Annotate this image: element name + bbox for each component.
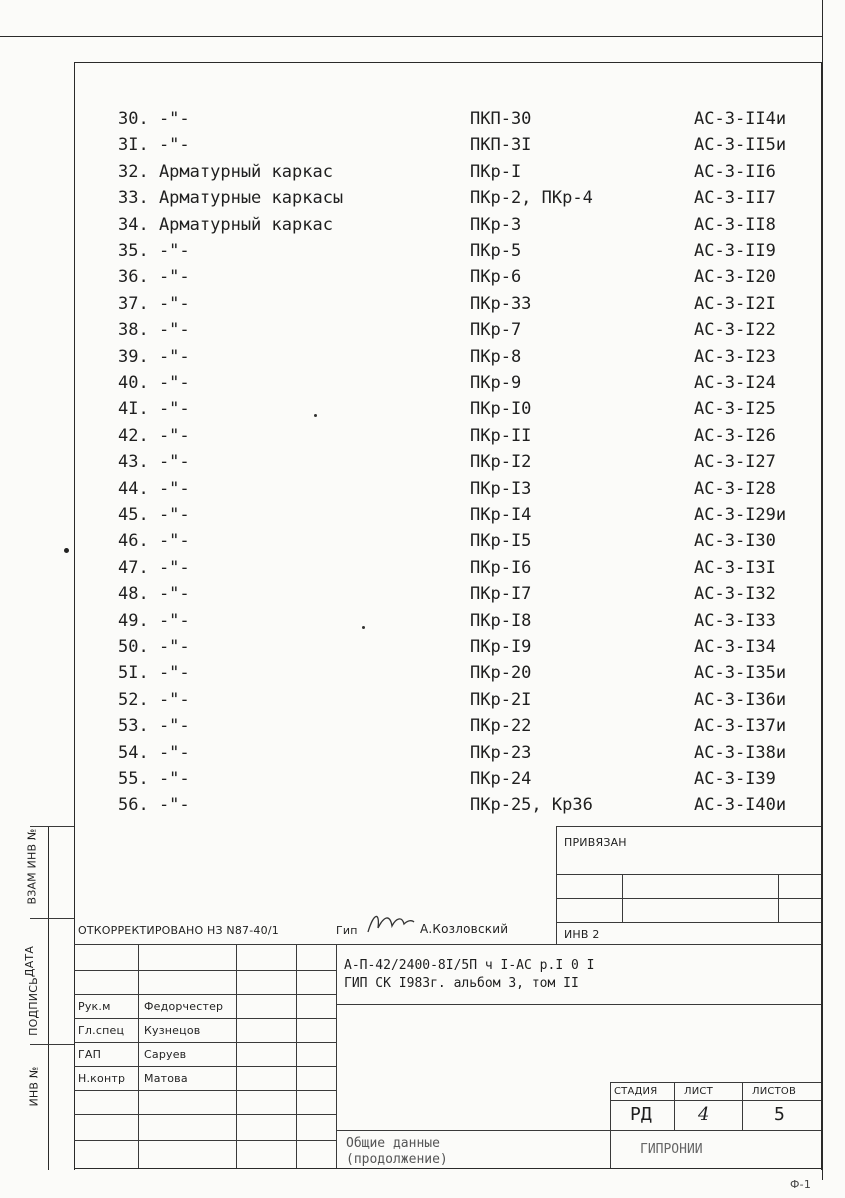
privyazan-left	[556, 826, 557, 944]
item-mark: ПКр-I3	[470, 478, 532, 499]
sheets-label: ЛИСТОВ	[752, 1086, 797, 1097]
item-sheet-ref: АС-3-I3I	[694, 557, 776, 578]
privyazan-row-line	[556, 898, 821, 899]
signatory-role: Рук.м	[78, 1000, 111, 1013]
item-sheet-ref: АС-3-II5и	[694, 135, 787, 156]
item-number-title: 3I. -"-	[118, 135, 190, 156]
item-number-title: 30. -"-	[118, 109, 190, 129]
list-item	[74, 106, 821, 132]
item-mark: ПКр-5	[470, 241, 522, 261]
item-sheet-ref: АС-3-I33	[694, 610, 776, 631]
privyazan-label: ПРИВЯЗАН	[564, 836, 627, 849]
item-number-title: 5I. -"-	[118, 663, 190, 684]
item-sheet-ref: АС-3-I38и	[694, 742, 787, 763]
scan-dot	[64, 548, 69, 553]
tb-line	[336, 1130, 821, 1131]
item-mark: ПКр-I2	[470, 452, 532, 473]
item-mark: ПКр-I	[470, 161, 522, 182]
list-item	[74, 238, 821, 264]
tb-line	[74, 944, 821, 945]
item-sheet-ref: АС-3-II6	[694, 161, 776, 182]
privyazan-top	[556, 826, 821, 827]
signatory-role: ГАП	[78, 1048, 102, 1061]
item-mark: ПКП-30	[470, 109, 532, 129]
item-mark: ПКр-2I	[470, 689, 532, 710]
sheet-top-border	[74, 62, 821, 63]
item-sheet-ref: АС-3-I22	[694, 320, 776, 341]
item-sheet-ref: АС-3-I28	[694, 478, 776, 499]
item-number-title: 35. -"-	[118, 241, 190, 261]
item-sheet-ref: АС-3-I39	[694, 769, 776, 789]
item-mark: ПКр-I4	[470, 505, 532, 525]
item-number-title: 50. -"-	[118, 637, 190, 657]
outer-right-border	[822, 0, 823, 1180]
margin-divider	[48, 826, 49, 1170]
item-mark: ПКр-2, ПКр-4	[470, 188, 593, 209]
item-number-title: 55. -"-	[118, 769, 190, 789]
scan-dot	[362, 626, 365, 629]
list-item	[74, 159, 821, 185]
privyazan-row-line	[556, 874, 821, 875]
item-number-title: 46. -"-	[118, 531, 190, 552]
item-number-title: 37. -"-	[118, 293, 190, 314]
list-item	[74, 713, 821, 739]
signatory-role: Н.контр	[78, 1072, 126, 1085]
signatory-name: Федорчестер	[144, 1000, 224, 1013]
item-mark: ПКр-I0	[470, 399, 532, 420]
item-sheet-ref: АС-3-II8	[694, 214, 776, 235]
sheets-value: 5	[774, 1104, 785, 1125]
tb-col	[742, 1082, 743, 1130]
list-item	[74, 502, 821, 528]
item-number-title: 42. -"-	[118, 425, 190, 446]
list-item	[74, 634, 821, 660]
item-number-title: 39. -"-	[118, 346, 190, 367]
item-mark: ПКр-I9	[470, 637, 532, 657]
item-mark: ПКр-I7	[470, 584, 532, 605]
item-sheet-ref: АС-3-I25	[694, 399, 776, 420]
item-mark: ПКр-6	[470, 267, 522, 288]
project-code: А-П-42/2400-8I/5П ч I-АС р.I 0 I	[344, 958, 595, 973]
item-mark: ПКр-I6	[470, 557, 532, 578]
tb-col	[674, 1082, 675, 1130]
item-number-title: 36. -"-	[118, 267, 190, 288]
list-item	[74, 291, 821, 317]
list-item	[74, 317, 821, 343]
inv-box: ИНВ 2	[564, 928, 600, 941]
list-item	[74, 370, 821, 396]
stage-label: СТАДИЯ	[614, 1086, 658, 1097]
item-mark: ПКр-25, Кр36	[470, 795, 593, 816]
corrected-note: ОТКОРРЕКТИРОВАНО НЗ N87-40/1	[78, 924, 279, 937]
list-item	[74, 740, 821, 766]
drawing-sheet	[74, 62, 821, 1172]
item-mark: ПКр-22	[470, 716, 532, 737]
item-mark: ПКр-II	[470, 425, 532, 446]
list-item	[74, 766, 821, 792]
list-item	[74, 212, 821, 238]
tb-line	[610, 1082, 821, 1083]
item-mark: ПКр-7	[470, 320, 522, 341]
list-item	[74, 528, 821, 554]
item-sheet-ref: АС-3-I20	[694, 267, 776, 288]
list-item	[74, 185, 821, 211]
item-sheet-ref: АС-3-I26	[694, 425, 776, 446]
list-item	[74, 449, 821, 475]
item-mark: ПКр-9	[470, 373, 522, 393]
item-number-title: 47. -"-	[118, 557, 190, 578]
item-sheet-ref: АС-3-I36и	[694, 689, 787, 710]
item-sheet-ref: АС-3-I29и	[694, 505, 787, 525]
list-item	[74, 792, 821, 818]
item-number-title: 49. -"-	[118, 610, 190, 631]
top-edge-line	[0, 36, 822, 37]
item-number-title: 52. -"-	[118, 689, 190, 710]
item-mark: ПКр-3	[470, 214, 522, 235]
people-col	[236, 944, 237, 1168]
podl-margin-label: ИНВ №	[27, 1066, 41, 1107]
list-item	[74, 396, 821, 422]
item-mark: ПКр-24	[470, 769, 532, 789]
signatory-role: Гл.спец	[78, 1024, 125, 1037]
tb-col	[610, 1082, 611, 1168]
item-mark: ПКр-23	[470, 742, 532, 763]
sheet-bottom-border	[74, 1168, 821, 1169]
item-sheet-ref: АС-3-II7	[694, 188, 776, 209]
list-item	[74, 264, 821, 290]
item-sheet-ref: АС-3-I23	[694, 346, 776, 367]
item-number-title: 54. -"-	[118, 742, 190, 763]
item-sheet-ref: АС-3-I35и	[694, 663, 787, 684]
list-item	[74, 423, 821, 449]
item-sheet-ref: АС-3-I27	[694, 452, 776, 473]
privyazan-col-line	[778, 874, 779, 922]
scan-dot	[314, 414, 317, 417]
item-sheet-ref: АС-3-I24	[694, 373, 776, 393]
item-mark: ПКр-I5	[470, 531, 532, 552]
item-number-title: 43. -"-	[118, 452, 190, 473]
item-mark: ПКП-3I	[470, 135, 532, 156]
stage-value: РД	[630, 1104, 652, 1125]
doc-title: Общие данные	[346, 1136, 440, 1151]
list-item	[74, 660, 821, 686]
inv-margin-label: ВЗАМ ИНВ №	[25, 828, 39, 905]
item-number-title: 4I. -"-	[118, 399, 190, 420]
tb-line	[336, 1004, 821, 1005]
gip-label: Гип	[336, 924, 358, 937]
item-mark: ПКр-20	[470, 663, 532, 684]
list-item	[74, 132, 821, 158]
signatory-name: Матова	[144, 1072, 188, 1085]
item-number-title: 53. -"-	[118, 716, 190, 737]
margin-line	[30, 826, 74, 827]
item-sheet-ref: АС-3-I30	[694, 531, 776, 552]
margin-line	[30, 1044, 74, 1045]
item-number-title: 45. -"-	[118, 505, 190, 525]
list-item	[74, 476, 821, 502]
tb-divider	[336, 944, 337, 1168]
item-number-title: 32. Арматурный каркас	[118, 161, 333, 182]
item-sheet-ref: АС-3-I40и	[694, 795, 787, 816]
item-number-title: 44. -"-	[118, 478, 190, 499]
list-item	[74, 608, 821, 634]
item-number-title: 34. Арматурный каркас	[118, 214, 333, 235]
gip-name: А.Козловский	[420, 922, 509, 936]
tb-line	[610, 1100, 821, 1101]
privyazan-row-line	[556, 922, 821, 923]
item-number-title: 40. -"-	[118, 373, 190, 393]
item-mark: ПКр-I8	[470, 610, 532, 631]
list-item	[74, 344, 821, 370]
list-item	[74, 581, 821, 607]
signatory-name: Кузнецов	[144, 1024, 201, 1037]
item-mark: ПКр-33	[470, 293, 532, 314]
list-item	[74, 555, 821, 581]
bottom-mark: Ф-1	[790, 1178, 812, 1191]
item-number-title: 56. -"-	[118, 795, 190, 816]
people-col	[296, 944, 297, 1168]
margin-line	[30, 918, 74, 919]
project-album: ГИП СК I983г. альбом 3, том II	[344, 976, 579, 991]
organization: ГИПРОНИИ	[640, 1142, 703, 1157]
item-sheet-ref: АС-3-II9	[694, 241, 776, 261]
sheet-right-border	[821, 62, 822, 1170]
item-sheet-ref: АС-3-I32	[694, 584, 776, 605]
item-sheet-ref: АС-3-II4и	[694, 109, 787, 129]
item-number-title: 48. -"-	[118, 584, 190, 605]
sheet-value: 4	[698, 1104, 710, 1125]
item-sheet-ref: АС-3-I34	[694, 637, 776, 657]
people-col	[138, 944, 139, 1168]
sign-margin-label: ПОДПИСЬ	[26, 977, 40, 1036]
item-sheet-ref: АС-3-I2I	[694, 293, 776, 314]
gip-signature	[364, 908, 416, 938]
item-mark: ПКр-8	[470, 346, 522, 367]
sheet-label: ЛИСТ	[684, 1086, 713, 1097]
doc-title-cont: (продолжение)	[346, 1152, 448, 1167]
item-number-title: 38. -"-	[118, 320, 190, 341]
list-item	[74, 687, 821, 713]
date-margin-label: ДАТА	[23, 945, 37, 978]
item-number-title: 33. Арматурные каркасы	[118, 188, 344, 209]
privyazan-col-line	[622, 874, 623, 922]
item-sheet-ref: АС-3-I37и	[694, 716, 787, 737]
signatory-name: Саруев	[144, 1048, 187, 1061]
